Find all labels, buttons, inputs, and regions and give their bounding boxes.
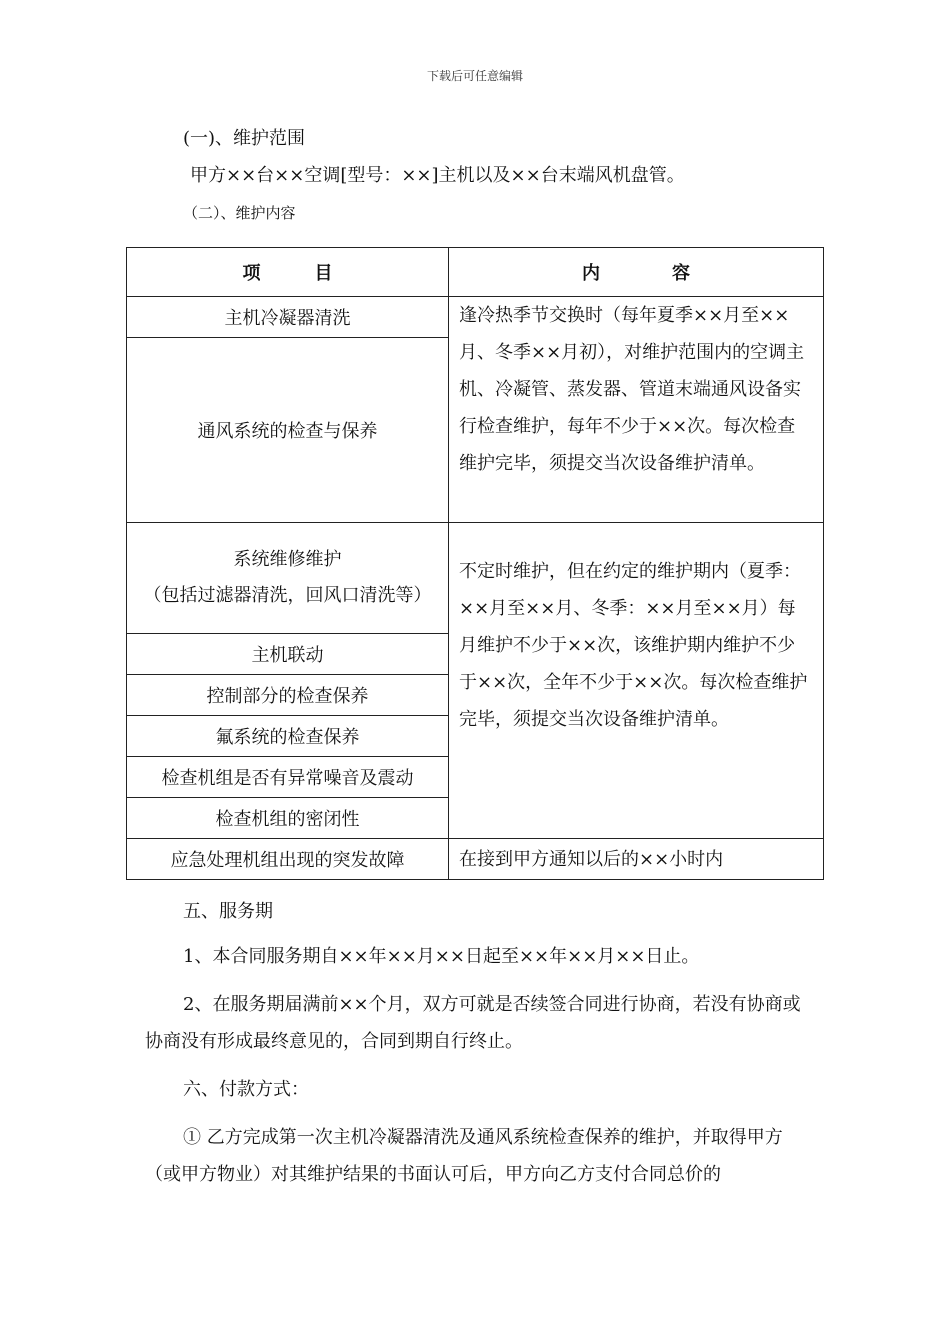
header-content: 内 容 — [449, 248, 824, 297]
item-cell: 检查机组是否有异常噪音及震动 — [127, 757, 449, 798]
item-cell: 应急处理机组出现的突发故障 — [127, 839, 449, 880]
section5-title: 五、服务期 — [183, 901, 273, 922]
header-item: 项 目 — [127, 248, 449, 297]
section5-paragraph-1: 1、本合同服务期自××年××月××日起至××年××月××日止。 — [183, 946, 700, 967]
section6-paragraph-1: ① 乙方完成第一次主机冷凝器清洗及通风系统检查保养的维护，并取得甲方（或甲方物业）对其维护结果的书面认可后，甲方向乙方支付合同总价的 — [145, 1127, 783, 1185]
item-cell: 氟系统的检查保养 — [127, 716, 449, 757]
header-note: 下载后可任意编辑 — [426, 69, 523, 83]
section-scope-title: (一)、维护范围 — [183, 128, 306, 149]
table-row — [127, 523, 824, 634]
maintenance-table — [126, 247, 824, 880]
table-header-row — [127, 248, 824, 297]
section5-paragraph-2: 2、在服务期届满前××个月，双方可就是否续签合同进行协商，若没有协商或协商没有形成最终意见的，合同到期自行终止。 — [145, 994, 801, 1052]
table-row — [127, 839, 824, 880]
item-cell: 通风系统的检查与保养 — [127, 338, 449, 523]
content-cell: 不定时维护，但在约定的维护期内（夏季：××月至××月、冬季：××月至××月）每月维护不少于××次，该维护期内维护不少于××次，全年不少于××次。每次检查维护完毕，须提交当次设备维护清单。 — [449, 523, 824, 839]
content-cell: 在接到甲方通知以后的××小时内 — [449, 839, 824, 880]
item-cell: 主机冷凝器清洗 — [127, 297, 449, 338]
item-cell: 检查机组的密闭性 — [127, 798, 449, 839]
item-cell: 主机联动 — [127, 634, 449, 675]
item-cell — [127, 523, 449, 634]
item-line: （包括过滤器清洗，回风口清洗等） — [143, 585, 432, 606]
content-cell: 逢冷热季节交换时（每年夏季××月至××月、冬季××月初），对维护范围内的空调主机、冷凝管、蒸发器、管道末端通风设备实行检查维护，每年不少于××次。每次检查维护完毕，须提交当次设备维护清单。 — [449, 297, 824, 523]
section6-title: 六、付款方式： — [183, 1079, 309, 1100]
table-row — [127, 297, 824, 338]
section-scope-text: 甲方××台××空调[型号：××]主机以及××台末端风机盘管。 — [190, 165, 685, 186]
section-content-title: （二）、维护内容 — [183, 204, 296, 222]
item-line: 系统维修维护 — [233, 549, 342, 570]
item-cell: 控制部分的检查保养 — [127, 675, 449, 716]
